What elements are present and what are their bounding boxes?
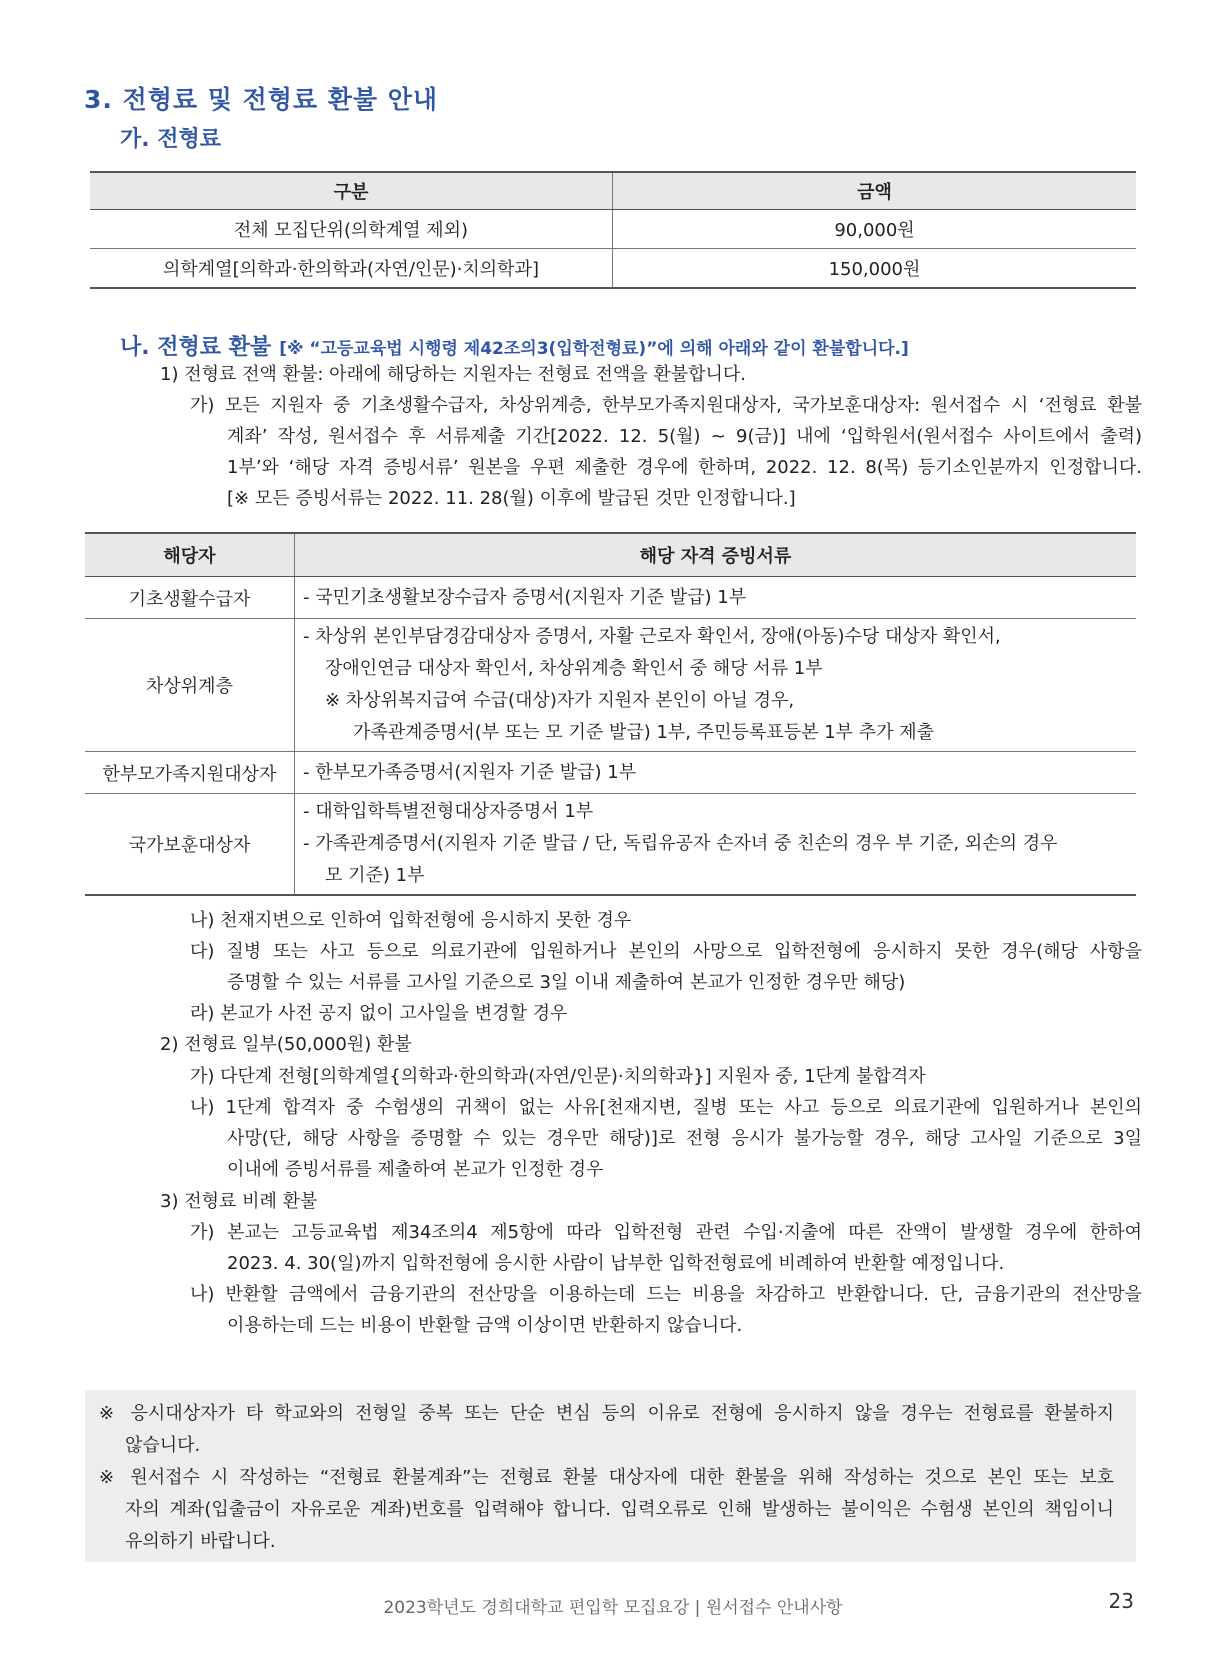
table-header: 해당자 (85, 533, 295, 577)
table-cell-documents (295, 619, 1137, 752)
notice-line: 자의 계좌(입출금이 자유로운 계좌)번호를 입력해야 합니다. 입력오류로 인해 발생하는 불이익은 수험생 본인의 책임이니 (125, 1499, 1114, 1520)
table-cell-documents (295, 577, 1137, 619)
subsection-fee-title: 가. 전형료 (120, 127, 222, 152)
notice-line: 않습니다. (125, 1435, 201, 1456)
document-line: - 국민기초생활보장수급자 증명서(지원자 기준 발급) 1부 (303, 586, 747, 608)
list-item-continued: 이용하는데 드는 비용이 반환할 금액 이상이면 반환하지 않습니다. (227, 1315, 743, 1336)
document-line: 모 기준) 1부 (325, 865, 425, 886)
notice-line: ※ 응시대상자가 타 학교와의 전형일 중복 또는 단순 변심 등의 이유로 전형에 응시하지 않을 경우는 전형료를 환불하지 (99, 1403, 1114, 1424)
refund-legal-note: [※ “고등교육법 시행령 제42조의3(입학전형료)”에 의해 아래와 같이 환불합니다.] (279, 339, 909, 359)
list-item-continued: 계좌’ 작성, 원서접수 후 서류제출 기간[2022. 12. 5(월) ~ 9(금)] 내에 ‘입학원서(원서접수 사이트에서 출력) (227, 426, 1142, 447)
section-title: 3. 전형료 및 전형료 환불 안내 (84, 85, 439, 114)
document-line: ※ 차상위복지급여 수급(대상)자가 지원자 본인이 아닐 경우, (325, 690, 795, 711)
document-line: 가족관계증명서(부 또는 모 기준 발급) 1부, 주민등록표등본 1부 추가 제출 (353, 722, 935, 743)
table-header: 해당 자격 증빙서류 (295, 533, 1137, 577)
notice-line: 유의하기 바랍니다. (125, 1531, 276, 1552)
table-cell-eligible: 기초생활수급자 (85, 577, 295, 619)
table-cell-eligible: 한부모가족지원대상자 (85, 752, 295, 794)
table-row (85, 752, 1136, 794)
table-cell: 의학계열[의학과·한의학과(자연/인문)·치의학과] (90, 249, 613, 289)
table-header-row (85, 533, 1136, 577)
table-cell-documents (295, 752, 1137, 794)
list-item: 가) 본교는 고등교육법 제34조의4 제5항에 따라 입학전형 관련 수입·지출에 따른 잔액이 발생할 경우에 한하여 (190, 1222, 1142, 1243)
table-cell: 90,000원 (613, 210, 1137, 249)
document-line: - 차상위 본인부담경감대상자 증명서, 자활 근로자 확인서, 장애(아동)수당 대상자 확인서, (303, 626, 1001, 647)
page-footer: 2023학년도 경희대학교 편입학 모집요강 | 원서접수 안내사항 (383, 1598, 843, 1618)
fee-table (90, 171, 1136, 289)
proof-documents-table (85, 532, 1136, 896)
notice-line: ※ 원서접수 시 작성하는 “전형료 환불계좌”는 전형료 환불 대상자에 대한 환불을 위해 작성하는 것으로 본인 또는 보호 (99, 1467, 1114, 1488)
list-item-continued: 사망(단, 해당 사항을 증명할 수 있는 경우만 해당)]로 전형 응시가 불가능할 경우, 해당 고사일 기준으로 3일 (227, 1128, 1142, 1149)
list-item: 나) 천재지변으로 인하여 입학전형에 응시하지 못한 경우 (190, 910, 632, 931)
subsection-refund-title (120, 330, 909, 361)
document-line: - 한부모가족증명서(지원자 기준 발급) 1부 (303, 761, 637, 783)
document-line: 장애인연금 대상자 확인서, 차상위계층 확인서 중 해당 서류 1부 (325, 658, 823, 679)
list-item: 3) 전형료 비례 환불 (160, 1191, 318, 1212)
table-row (90, 210, 1136, 249)
table-cell-eligible: 차상위계층 (85, 619, 295, 752)
table-cell: 150,000원 (613, 249, 1137, 289)
table-row (85, 619, 1136, 752)
list-item: 2) 전형료 일부(50,000원) 환불 (160, 1034, 412, 1055)
list-item: 가) 다단계 전형[의학계열{의학과·한의학과(자연/인문)·치의학과}] 지원자 중, 1단계 불합격자 (190, 1066, 926, 1087)
table-header: 구분 (90, 172, 613, 210)
list-item-continued: 1부’와 ‘해당 자격 증빙서류’ 원본을 우편 제출한 경우에 한하며, 2022. 12. 8(목) 등기소인분까지 인정합니다. (227, 457, 1142, 478)
table-row (85, 794, 1136, 896)
list-item: 다) 질병 또는 사고 등으로 의료기관에 입원하거나 본인의 사망으로 입학전형에 응시하지 못한 경우(해당 사항을 (190, 941, 1142, 962)
list-item-continued: 증명할 수 있는 서류를 고사일 기준으로 3일 이내 제출하여 본교가 인정한 경우만 해당) (227, 972, 906, 993)
list-item: 가) 모든 지원자 중 기초생활수급자, 차상위계층, 한부모가족지원대상자, 국가보훈대상자: 원서접수 시 ‘전형료 환불 (190, 395, 1142, 416)
document-line: - 대학입학특별전형대상자증명서 1부 (303, 801, 594, 822)
table-cell: 전체 모집단위(의학계열 제외) (90, 210, 613, 249)
table-header-row (90, 172, 1136, 210)
table-header: 금액 (613, 172, 1137, 210)
list-item: 1) 전형료 전액 환불: 아래에 해당하는 지원자는 전형료 전액을 환불합니다. (160, 364, 747, 385)
page-number: 23 (1108, 1589, 1134, 1613)
table-cell-documents (295, 794, 1137, 896)
notice-box (85, 1390, 1136, 1562)
list-item: 라) 본교가 사전 공지 없이 고사일을 변경할 경우 (190, 1003, 568, 1024)
refund-title: 나. 전형료 환불 (120, 335, 272, 360)
table-row (85, 577, 1136, 619)
list-item-note: [※ 모든 증빙서류는 2022. 11. 28(월) 이후에 발급된 것만 인정합니다.] (227, 488, 796, 509)
document-line: - 가족관계증명서(지원자 기준 발급 / 단, 독립유공자 손자녀 중 친손의 경우 부 기준, 외손의 경우 (303, 833, 1058, 854)
list-item: 나) 반환할 금액에서 금융기관의 전산망을 이용하는데 드는 비용을 차감하고 반환합니다. 단, 금융기관의 전산망을 (190, 1284, 1142, 1305)
table-cell-eligible: 국가보훈대상자 (85, 794, 295, 896)
list-item-continued: 2023. 4. 30(일)까지 입학전형에 응시한 사람이 납부한 입학전형료에 비례하여 반환할 예정입니다. (227, 1253, 1005, 1274)
table-row (90, 249, 1136, 289)
list-item-continued: 이내에 증빙서류를 제출하여 본교가 인정한 경우 (227, 1159, 604, 1180)
list-item: 나) 1단계 합격자 중 수험생의 귀책이 없는 사유[천재지변, 질병 또는 사고 등으로 의료기관에 입원하거나 본인의 (190, 1097, 1142, 1118)
